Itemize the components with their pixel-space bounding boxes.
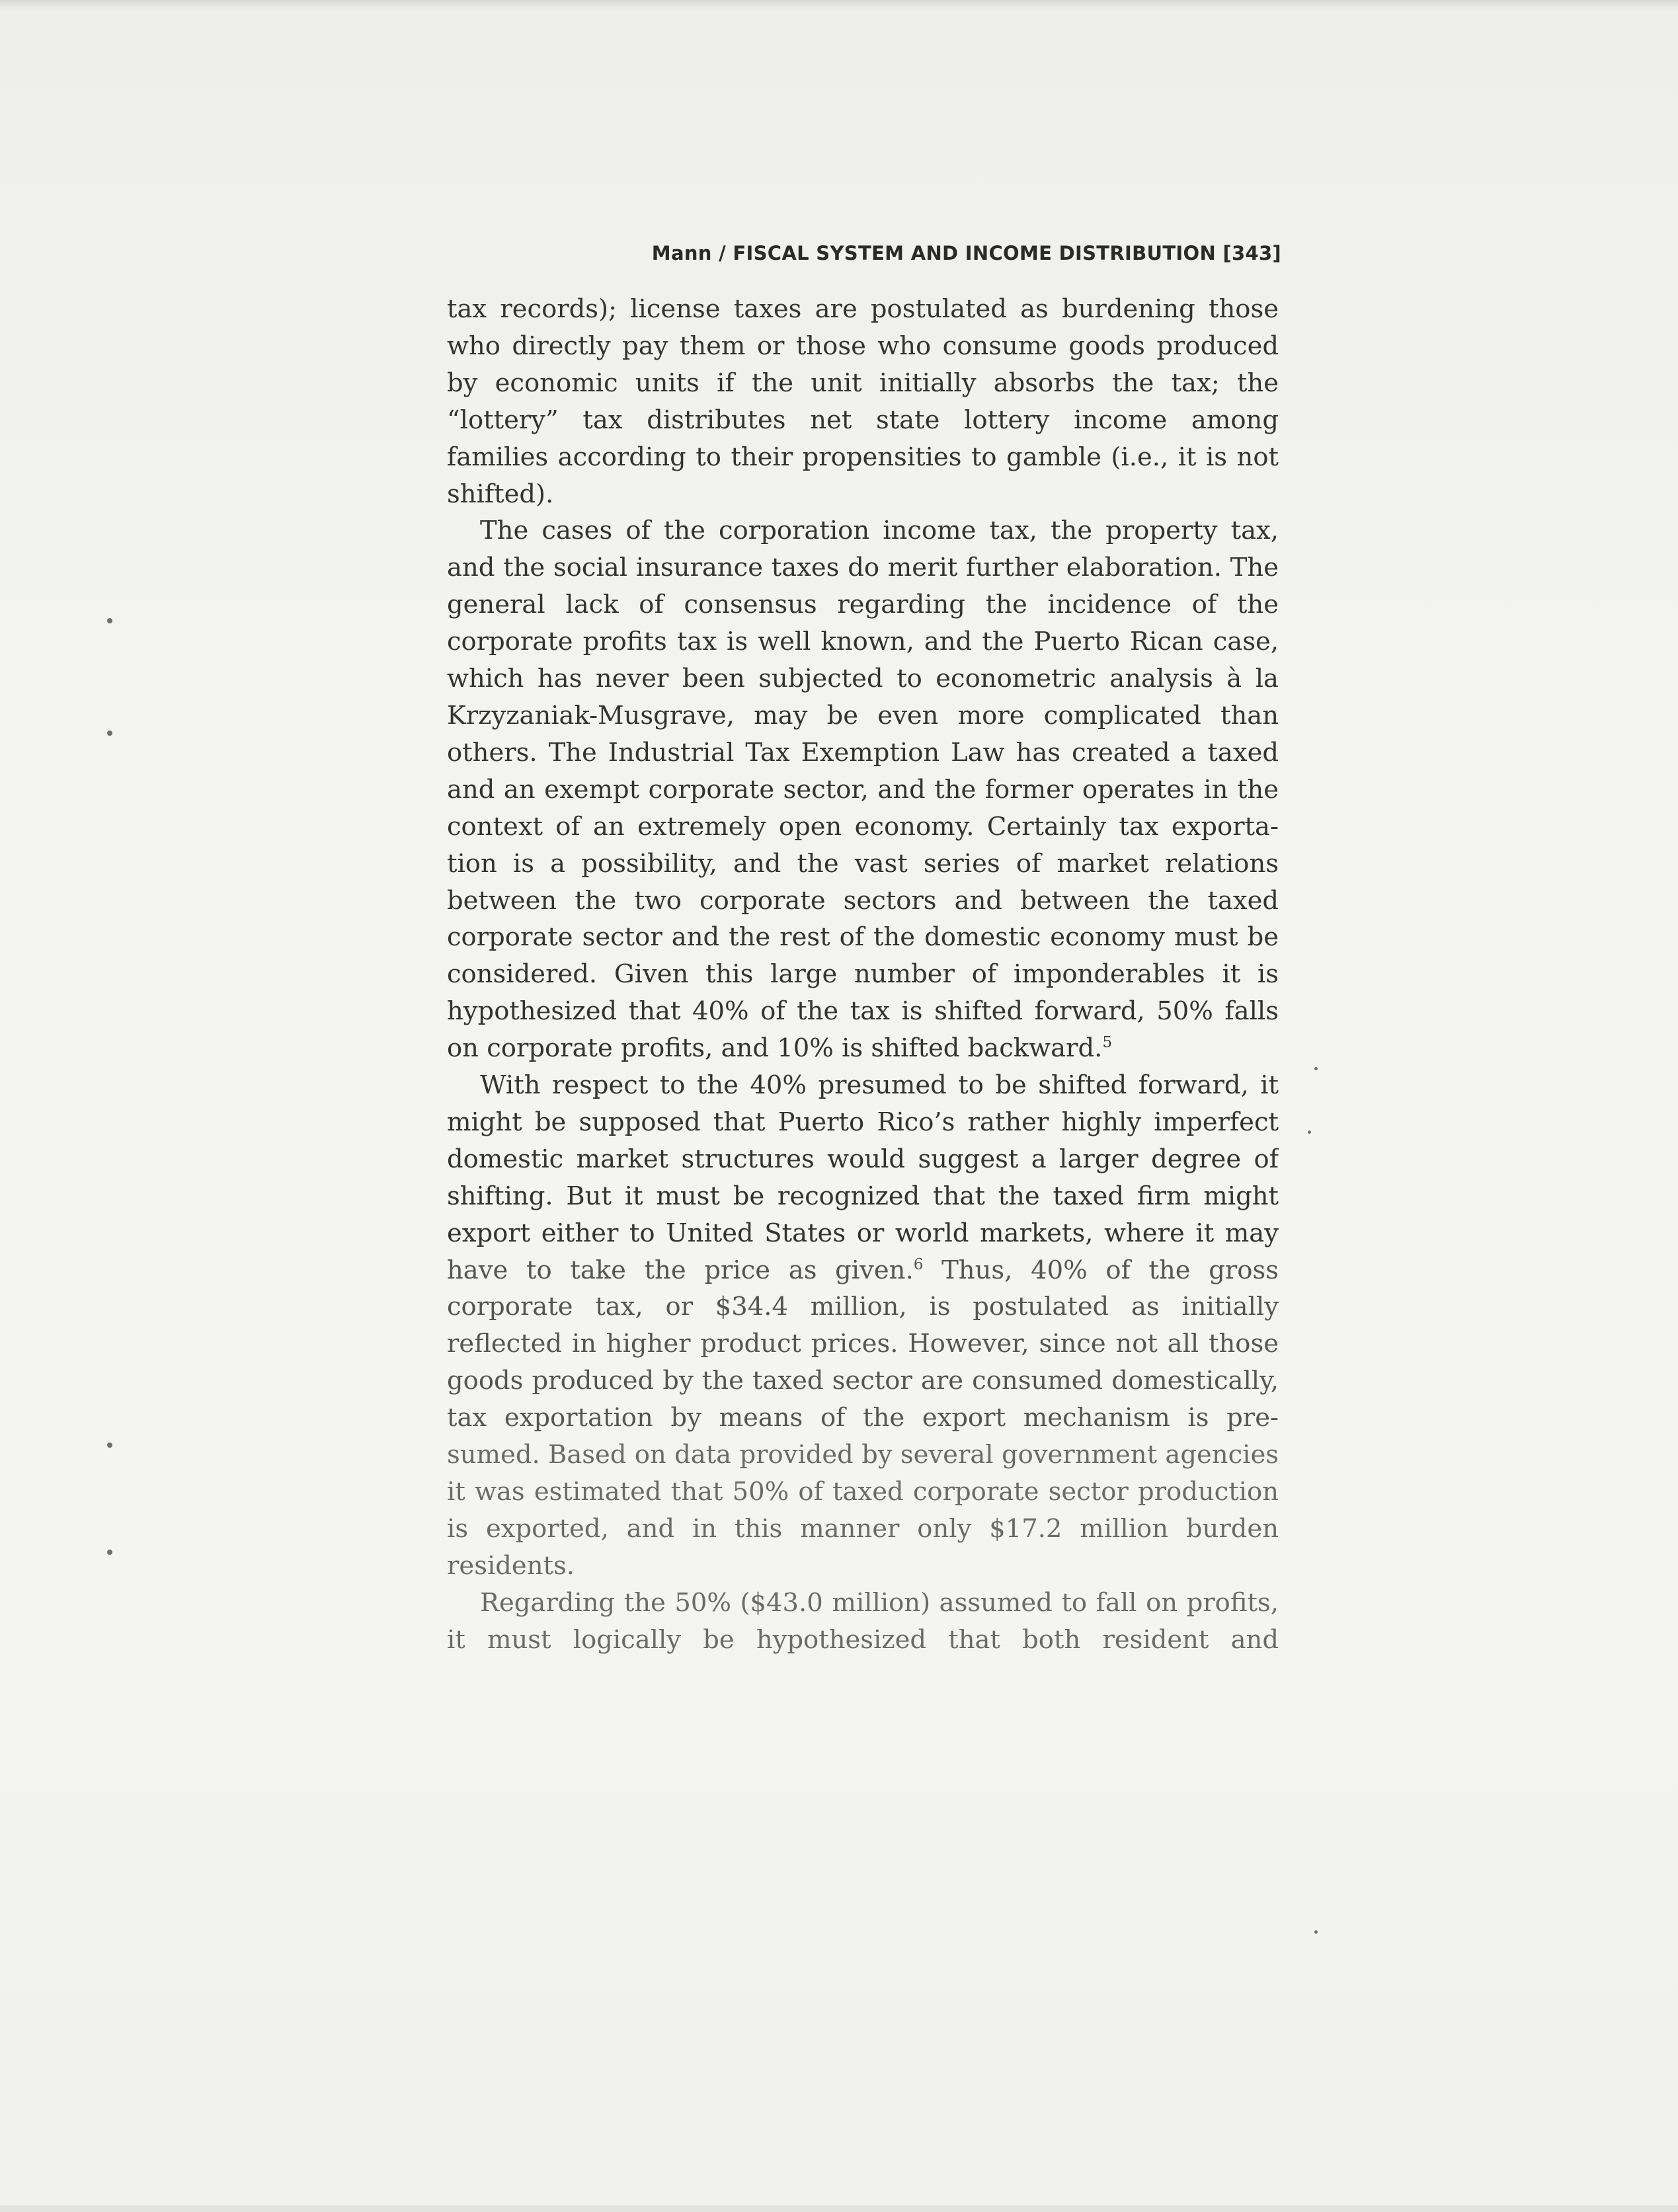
text-line: between the two corporate sectors and between the taxed [447,885,1279,916]
text-line: hypothesized that 40% of the tax is shifted forward, 50% falls [447,996,1279,1027]
text-line: families according to their propensities to gamble (i.e., it is not [447,442,1279,472]
text-line: reflected in higher product prices. However, since not all those [447,1329,1279,1359]
scan-speck [107,1442,112,1448]
text-line: sumed. Based on data provided by several government agencies [447,1440,1279,1470]
page-top-edge [0,0,1678,9]
scan-speck [1314,1067,1318,1070]
text-line: tion is a possibility, and the vast series of market relations [447,848,1279,879]
paragraph-2 [447,512,1279,1067]
scan-speck [1314,1930,1318,1934]
text-line: tax exportation by means of the export mechanism is pre- [447,1403,1279,1433]
page-bottom-edge [0,2205,1678,2212]
scan-speck [107,731,112,736]
text-line: residents. [447,1550,575,1581]
body-text [447,291,1279,1659]
paragraph-4 [447,1585,1279,1659]
footnote-marker: 5 [1102,1034,1113,1052]
text-line: shifted). [447,479,554,509]
text-line: context of an extremely open economy. Certainly tax exporta- [447,811,1279,842]
paragraph-3 [447,1067,1279,1585]
text-line: goods produced by the taxed sector are consumed domestically, [447,1366,1279,1396]
text-line: which has never been subjected to econometric analysis à la [447,664,1279,694]
text-line: who directly pay them or those who consume goods produced [447,331,1279,361]
scan-speck [1308,1130,1311,1134]
text-line: it must logically be hypothesized that both resident and [447,1624,1279,1655]
text-line: and the social insurance taxes do merit further elaboration. The [447,553,1279,583]
text-line [447,1252,1279,1289]
text-line-content: on corporate profits, and 10% is shifted backward. [447,1033,1103,1064]
text-line: Krzyzaniak-Musgrave, may be even more complicated than [447,700,1279,731]
text-line: it was estimated that 50% of taxed corporate sector production [447,1477,1279,1507]
text-line: With respect to the 40% presumed to be shifted forward, it [480,1070,1279,1101]
text-line: corporate profits tax is well known, and the Puerto Rican case, [447,627,1279,657]
text-line: might be supposed that Puerto Rico’s rather highly imperfect [447,1107,1279,1137]
text-line: corporate tax, or $34.4 million, is postulated as initially [447,1292,1279,1322]
text-line: “lottery” tax distributes net state lottery income among [447,405,1279,435]
text-line: Regarding the 50% ($43.0 million) assumed to fall on profits, [480,1587,1279,1618]
text-line: others. The Industrial Tax Exemption Law has created a taxed [447,737,1279,768]
text-line [447,1030,1279,1067]
scan-speck [107,1550,112,1555]
scan-speck [107,618,112,623]
text-line: and an exempt corporate sector, and the former operates in the [447,774,1279,805]
running-head: Mann / FISCAL SYSTEM AND INCOME DISTRIBUTION [343] [651,242,1281,264]
text-line: tax records); license taxes are postulated as burdening those [447,294,1279,324]
text-line: export either to United States or world markets, where it may [447,1218,1279,1248]
text-line: shifting. But it must be recognized that the taxed firm might [447,1181,1279,1211]
text-line: is exported, and in this manner only $17.2 million burden [447,1513,1279,1544]
paragraph-1 [447,291,1279,512]
text-line: corporate sector and the rest of the domestic economy must be [447,922,1279,953]
text-line-content: have to take the price as given. [447,1255,914,1285]
footnote-marker: 6 [913,1255,924,1273]
text-line: by economic units if the unit initially absorbs the tax; the [447,368,1279,398]
text-line: considered. Given this large number of imponderables it is [447,959,1279,990]
text-line: general lack of consensus regarding the incidence of the [447,590,1279,620]
text-line: domestic market structures would suggest a larger degree of [447,1144,1279,1174]
text-line: The cases of the corporation income tax, the property tax, [480,516,1279,546]
text-line-content: Thus, 40% of the gross [923,1255,1279,1285]
